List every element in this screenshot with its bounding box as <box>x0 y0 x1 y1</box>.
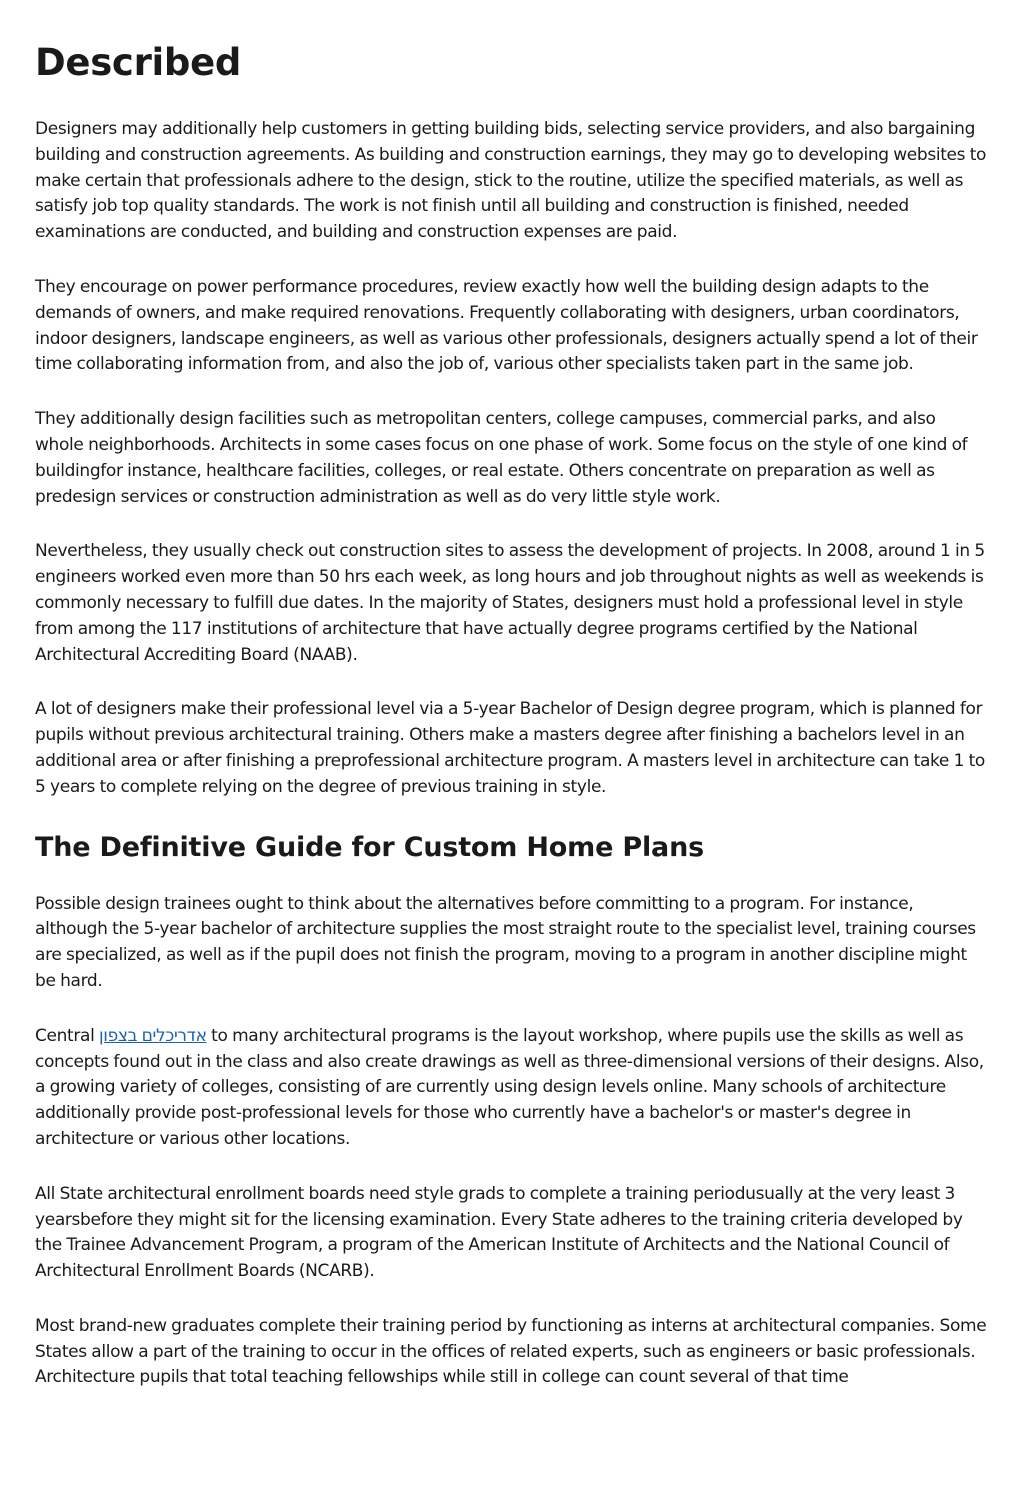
article <box>0 41 1024 1391</box>
inline-link[interactable]: אדריכלים בצפון <box>99 1025 207 1046</box>
paragraph: All State architectural enrollment boards need style grads to complete a training periodusually at the very least 3 yearsbefore they might sit for the licensing examination. Every State adheres to the training criteria developed by the Trainee Advancement Program, a program of the American Institute of Architects and the National Council of Architectural Enrollment Boards (NCARB). <box>35 1183 963 1282</box>
paragraph: Nevertheless, they usually check out construction sites to assess the development of projects. In 2008, around 1 in 5 engineers worked even more than 50 hrs each week, as long hours and job throughout nights as well as weekends is commonly necessary to fulfill due dates. In the majority of States, designers must hold a professional level in style from among the 117 institutions of architecture that have actually degree programs certified by the National Architectural Accrediting Board (NAAB). <box>35 541 985 665</box>
section-heading: The Definitive Guide for Custom Home Plans <box>35 831 704 863</box>
paragraph-text: Central <box>35 1025 100 1046</box>
page-title: Described <box>35 41 242 84</box>
paragraph <box>35 1024 988 1153</box>
paragraph-text: to many architectural programs is the layout workshop, where pupils use the skills as well as concepts found out in the class and also create drawings as well as three-dimensional versions of their designs. Also, a growing variety of colleges, consisting of are currently using design levels online. Many schools of architecture additionally provide post-professional levels for those who currently have a bachelor's or master's degree in architecture or various other locations. <box>35 1025 984 1149</box>
paragraph: A lot of designers make their professional level via a 5-year Bachelor of Design degree program, which is planned for pupils without previous architectural training. Others make a masters degree after finishing a bachelors level in an additional area or after finishing a preprofessional architecture program. A masters level in architecture can take 1 to 5 years to complete relying on the degree of previous training in style. <box>35 699 985 797</box>
paragraph: Possible design trainees ought to think about the alternatives before committing to a program. For instance, although the 5-year bachelor of architecture supplies the most straight route to the specialist level, training courses are specialized, as well as if the pupil does not finish the program, moving to a program in another discipline might be hard. <box>35 893 976 991</box>
paragraph: They additionally design facilities such as metropolitan centers, college campuses, commercial parks, and also whole neighborhoods. Architects in some cases focus on one phase of work. Some focus on the style of one kind of buildingfor instance, healthcare facilities, colleges, or real estate. Others concentrate on preparation as well as predesign services or construction administration as well as do very little style work. <box>35 409 968 507</box>
paragraph: They encourage on power performance procedures, review exactly how well the building design adapts to the demands of owners, and make required renovations. Frequently collaborating with designers, urban coordinators, indoor designers, landscape engineers, as well as various other professionals, designers actually spend a lot of their time collaborating information from, and also the job of, various other specialists taken part in the same job. <box>35 276 978 375</box>
paragraph: Most brand-new graduates complete their training period by functioning as interns at architectural companies. Some States allow a part of the training to occur in the offices of related experts, such as engineers or basic professionals. Architecture pupils that total teaching fellowships while still in college can count several of that time <box>35 1315 987 1388</box>
paragraph: Designers may additionally help customers in getting building bids, selecting service providers, and also bargaining building and construction agreements. As building and construction earnings, they may go to developing websites to make certain that professionals adhere to the design, stick to the routine, utilize the specified materials, as well as satisfy job top quality standards. The work is not finish until all building and construction is finished, needed examinations are conducted, and building and construction expenses are paid. <box>35 119 987 243</box>
